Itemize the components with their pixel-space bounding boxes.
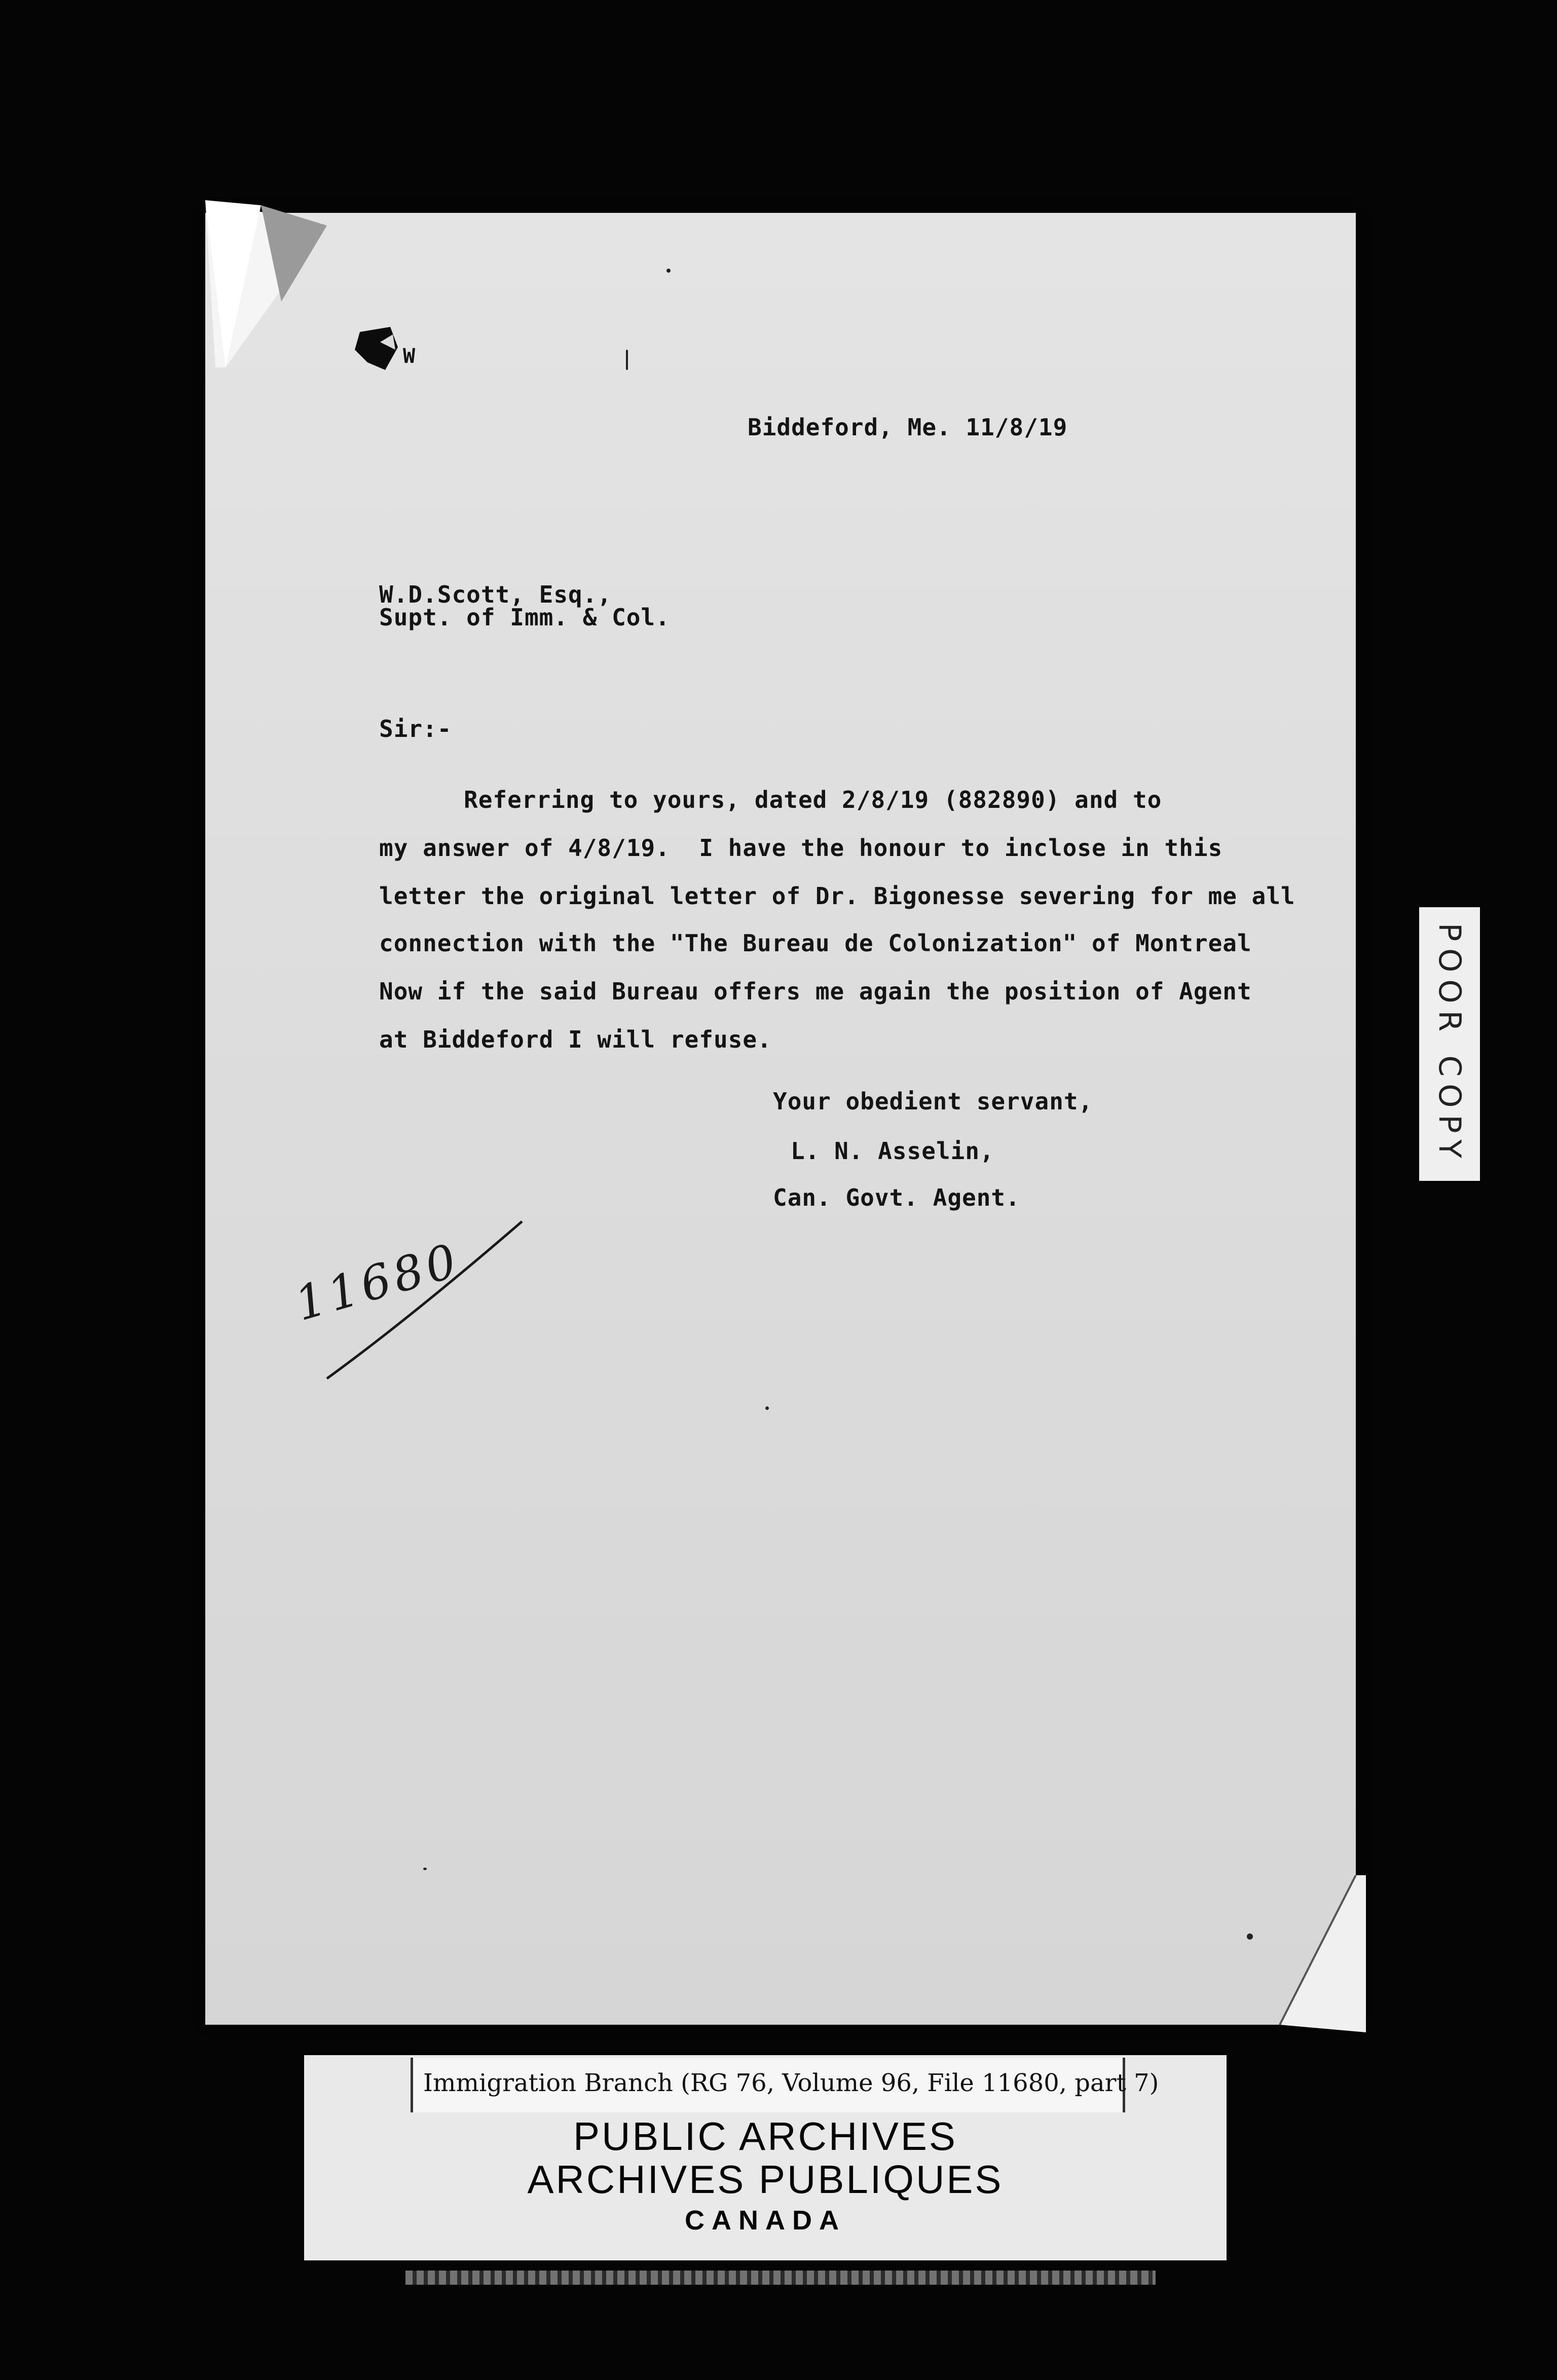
dust-speck [666,269,671,273]
folded-corner [205,200,327,367]
dust-speck [1247,1933,1253,1940]
body-line-3: letter the original letter of Dr. Bigonesse severing for me all [379,882,1295,910]
body-line-4: connection with the "The Bureau de Colonization" of Montreal [379,929,1252,957]
body-line-2: my answer of 4/8/19. I have the honour to inclose in this [379,834,1223,862]
dust-speck [423,1868,427,1870]
archive-title-fr: ARCHIVES PUBLIQUES [527,2157,1004,2202]
dust-scratch [626,350,628,370]
body-line-5: Now if the said Bureau offers me again the position of Agent [379,978,1252,1005]
folded-bottom-corner [1275,1875,1366,2032]
archive-country: CANADA [685,2205,846,2236]
archive-title-en: PUBLIC ARCHIVES [573,2114,957,2159]
archive-reference: Immigration Branch (RG 76, Volume 96, File 11680, part 7) [423,2069,1159,2097]
salutation: Sir:- [379,715,452,742]
label-underside-strip [405,2271,1156,2285]
letter-page [205,213,1356,2025]
poor-copy-label: POOR COPY [1432,922,1467,1166]
closing: Your obedient servant, [773,1088,1093,1115]
addressee-name: W.D.Scott, Esq., [379,581,612,608]
place-date: Biddeford, Me. 11/8/19 [748,414,1068,441]
dust-speck [765,1406,769,1410]
ink-mark-icon [350,322,405,378]
body-line-1: Referring to yours, dated 2/8/19 (882890) and to [464,786,1162,813]
signature: L. N. Asselin, [791,1137,994,1165]
handwritten-file-number: 11680 [289,1233,466,1331]
signer-title: Can. Govt. Agent. [773,1184,1020,1211]
body-line-6: at Biddeford I will refuse. [379,1026,772,1053]
corner-mark-letter: W [403,345,416,368]
addressee-title: Supt. of Imm. & Col. [379,604,670,631]
